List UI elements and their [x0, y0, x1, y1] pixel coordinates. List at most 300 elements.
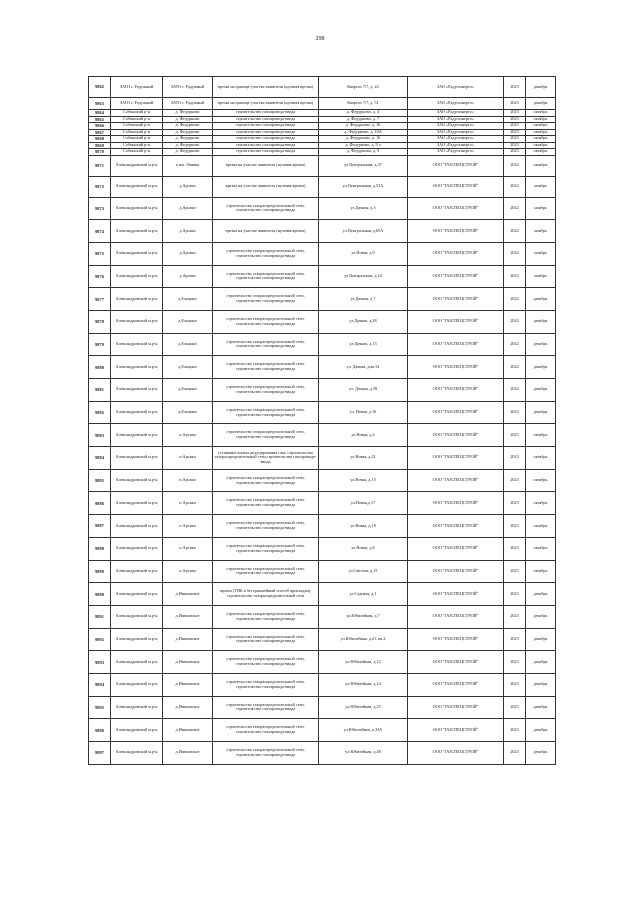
locality-cell: ЗАТО г. Радужный [163, 77, 213, 98]
locality-cell: п.Арсаки [163, 537, 213, 560]
locality-cell: д.Арсаки [163, 242, 213, 265]
table-row [89, 651, 556, 674]
row-number-cell: 9870 [89, 149, 111, 156]
address-cell: д. Федурново, д. 7 [319, 116, 408, 123]
district-cell: Александровский м.р-н [111, 288, 163, 311]
work-type-cell: строительство газораспределительной сети, строительство газопровода-ввода [213, 560, 319, 583]
month-cell: декабрь [526, 401, 556, 424]
contractor-cell: ООО "ГАЗСПЕЦСТРОЙ" [408, 265, 504, 288]
table-row [89, 265, 556, 288]
address-cell: ул.Юбилейная, д.12 [319, 651, 408, 674]
month-cell: октябрь [526, 149, 556, 156]
year-cell: 2023 [504, 492, 526, 515]
table-row [89, 333, 556, 356]
row-number-cell: 9877 [89, 288, 111, 311]
work-type-cell: строительство газораспределительной сети, строительство газопровода-ввода [213, 265, 319, 288]
row-number-cell: 9889 [89, 560, 111, 583]
district-cell: Александровский м.р-н [111, 628, 163, 651]
month-cell: ноябрь [526, 197, 556, 220]
district-cell: Александровский м.р-н [111, 155, 163, 176]
year-cell: 2023 [504, 651, 526, 674]
work-type-cell: установка пункта редуцирования газа, строительство газораспределительной сети,строительство газопровода-ввода [213, 447, 319, 470]
district-cell: ЗАТО г. Радужный [111, 98, 163, 110]
work-type-cell: строительство газораспределительной сети, строительство газопровода-ввода [213, 356, 319, 379]
month-cell: декабрь [526, 628, 556, 651]
row-number-cell: 9872 [89, 176, 111, 197]
address-cell: ул.Дачная, д.3 [319, 197, 408, 220]
table-row [89, 288, 556, 311]
month-cell: октябрь [526, 560, 556, 583]
table-row [89, 447, 556, 470]
locality-cell: п.Арсаки [163, 515, 213, 538]
locality-cell: д.Ивановское [163, 719, 213, 742]
work-type-cell: строительство газораспределительной сети, строительство газопровода-ввода [213, 537, 319, 560]
contractor-cell: ООО "ГАЗСПЕЦСТРОЙ" [408, 673, 504, 696]
work-type-cell: строительство газораспределительной сети, строительство газопровода-ввода [213, 651, 319, 674]
row-number-cell: 9874 [89, 220, 111, 243]
year-cell: 2023 [504, 116, 526, 123]
district-cell: Собинский р-н [111, 123, 163, 130]
locality-cell: д. Федурново [163, 136, 213, 143]
district-cell: Александровский м.р-н [111, 742, 163, 765]
table-row [89, 605, 556, 628]
work-type-cell: строительство газопровода-ввода [213, 116, 319, 123]
year-cell: 2022 [504, 379, 526, 402]
table-row [89, 696, 556, 719]
row-number-cell: 9867 [89, 129, 111, 136]
district-cell: Александровский м.р-н [111, 333, 163, 356]
work-type-cell: строительство газораспределительной сети, строительство газопровода-ввода [213, 288, 319, 311]
month-cell: декабрь [526, 310, 556, 333]
month-cell: ноябрь [526, 176, 556, 197]
work-type-cell: строительство газораспределительной сети, строительство газопровода-ввода [213, 310, 319, 333]
month-cell: декабрь [526, 583, 556, 606]
row-number-cell: 9865 [89, 116, 111, 123]
table-row [89, 197, 556, 220]
row-number-cell: 9895 [89, 696, 111, 719]
locality-cell: д.Ивановское [163, 605, 213, 628]
row-number-cell: 9863 [89, 98, 111, 110]
address-cell: ул.Дачная, д.13 [319, 333, 408, 356]
row-number-cell: 9897 [89, 742, 111, 765]
district-cell: Александровский м.р-н [111, 197, 163, 220]
table-row [89, 673, 556, 696]
work-type-cell: строительство газопровода-ввода [213, 110, 319, 117]
district-cell: Александровский м.р-н [111, 356, 163, 379]
address-cell: д. Федурново, д. 16 [319, 123, 408, 130]
year-cell: 2023 [504, 673, 526, 696]
address-cell: д. Федурново, д. 10 [319, 136, 408, 143]
district-cell: Александровский м.р-н [111, 719, 163, 742]
contractor-cell: ООО "ГАЗСПЕЦСТРОЙ" [408, 560, 504, 583]
year-cell: 2023 [504, 129, 526, 136]
contractor-cell: ЗАО «Радугаэнерго» [408, 98, 504, 110]
contractor-cell: ЗАО «Радугаэнерго» [408, 142, 504, 149]
row-number-cell: 9883 [89, 424, 111, 447]
table-row [89, 628, 556, 651]
work-type-cell: строительство газопровода-ввода [213, 123, 319, 130]
locality-cell: д.Ивановское [163, 673, 213, 696]
month-cell: октябрь [526, 142, 556, 149]
year-cell: 2023 [504, 110, 526, 117]
district-cell: Александровский м.р-н [111, 515, 163, 538]
row-number-cell: 9886 [89, 492, 111, 515]
address-cell: ул.Новая,д.17 [319, 492, 408, 515]
contractor-cell: ЗАО «Радугаэнерго» [408, 149, 504, 156]
address-cell: ул.Юбилейная, д.25 [319, 696, 408, 719]
month-cell: октябрь [526, 492, 556, 515]
table-row [89, 379, 556, 402]
locality-cell: д. Федурново [163, 149, 213, 156]
row-number-cell: 9869 [89, 142, 111, 149]
row-number-cell: 9893 [89, 651, 111, 674]
district-cell: Александровский м.р-н [111, 537, 163, 560]
work-type-cell: строительство газораспределительной сети, строительство газопровода-ввода [213, 424, 319, 447]
contractor-cell: ООО "ГАЗСПЕЦСТРОЙ" [408, 356, 504, 379]
month-cell: октябрь [526, 515, 556, 538]
contractor-cell: ЗАО «Радугаэнерго» [408, 123, 504, 130]
locality-cell: п.Арсаки [163, 492, 213, 515]
year-cell: 2022 [504, 401, 526, 424]
address-cell: д. Федурново, д. 9 а [319, 142, 408, 149]
locality-cell: д.Арсаки [163, 265, 213, 288]
work-type-cell: строительство газораспределительной сети, строительство газопровода-ввода [213, 492, 319, 515]
row-number-cell: 9864 [89, 110, 111, 117]
work-type-cell: строительство газораспределительной сети, строительство газопровода-ввода [213, 469, 319, 492]
district-cell: Александровский м.р-н [111, 401, 163, 424]
work-type-cell: врезка на границе участка заявителя (нулевая врезка) [213, 98, 319, 110]
contractor-cell: ЗАО «Радугаэнерго» [408, 77, 504, 98]
year-cell: 2022 [504, 220, 526, 243]
table-row [89, 77, 556, 98]
month-cell: декабрь [526, 719, 556, 742]
address-cell: ул.Новая, д.21 [319, 447, 408, 470]
locality-cell: д.Ивановское [163, 742, 213, 765]
row-number-cell: 9885 [89, 469, 111, 492]
year-cell: 2023 [504, 447, 526, 470]
work-type-cell: врезка на участке заявителя (нулевая врезка) [213, 220, 319, 243]
district-cell: Александровский м.р-н [111, 673, 163, 696]
locality-cell: п.Арсаки [163, 469, 213, 492]
work-type-cell: строительство газораспределительной сети, строительство газопровода-ввода [213, 379, 319, 402]
locality-cell: д.Ивановское [163, 696, 213, 719]
month-cell: октябрь [526, 116, 556, 123]
contractor-cell: ООО "ГАЗСПЕЦСТРОЙ" [408, 220, 504, 243]
contractor-cell: ООО "ГАЗСПЕЦСТРОЙ" [408, 628, 504, 651]
contractor-cell: ООО "ГАЗСПЕЦСТРОЙ" [408, 583, 504, 606]
row-number-cell: 9881 [89, 379, 111, 402]
address-cell: Квартал 7/7, д. 51 [319, 98, 408, 110]
locality-cell: д. Федурново [163, 142, 213, 149]
address-cell: ул.Новая, д.15 [319, 469, 408, 492]
address-cell: ул.Юбилейная, д.7 [319, 605, 408, 628]
month-cell: декабрь [526, 356, 556, 379]
locality-cell: д. Федурново [163, 110, 213, 117]
table-row [89, 537, 556, 560]
year-cell: 2022 [504, 356, 526, 379]
year-cell: 2023 [504, 537, 526, 560]
row-number-cell: 9896 [89, 719, 111, 742]
locality-cell: д.Арсаки [163, 197, 213, 220]
page-number: 298 [315, 36, 325, 42]
address-cell: ул.Юбилейная, д.21, кв.2 [319, 628, 408, 651]
year-cell: 2022 [504, 288, 526, 311]
month-cell: декабрь [526, 333, 556, 356]
district-cell: Собинский р-н [111, 136, 163, 143]
month-cell: октябрь [526, 155, 556, 176]
month-cell: декабрь [526, 673, 556, 696]
locality-cell: д.Ивановское [163, 628, 213, 651]
month-cell: октябрь [526, 129, 556, 136]
table-row [89, 356, 556, 379]
address-cell: ул.Центральная, д.14 [319, 265, 408, 288]
year-cell: 2023 [504, 696, 526, 719]
contractor-cell: ООО "ГАЗСПЕЦСТРОЙ" [408, 155, 504, 176]
district-cell: Александровский м.р-н [111, 560, 163, 583]
address-cell: ул. Дачная, дом 54 [319, 356, 408, 379]
address-cell: ул.Новая, д.9 [319, 242, 408, 265]
work-type-cell: строительство газораспределительной сети, строительство газопровода-ввода [213, 515, 319, 538]
year-cell: 2023 [504, 469, 526, 492]
table-row [89, 310, 556, 333]
year-cell: 2023 [504, 98, 526, 110]
work-type-cell: строительство газораспределительной сети, строительство газопровода-ввода [213, 242, 319, 265]
row-number-cell: 9862 [89, 77, 111, 98]
month-cell: декабрь [526, 288, 556, 311]
contractor-cell: ООО "ГАЗСПЕЦСТРОЙ" [408, 401, 504, 424]
month-cell: декабрь [526, 98, 556, 110]
contractor-cell: ЗАО «Радугаэнерго» [408, 110, 504, 117]
locality-cell: п.Арсаки [163, 560, 213, 583]
contractor-cell: ЗАО «Радугаэнерго» [408, 136, 504, 143]
address-cell: ул.Садовая, д.1 [319, 583, 408, 606]
contractor-cell: ООО "ГАЗСПЕЦСТРОЙ" [408, 176, 504, 197]
address-cell: ул.Центральная, д.37 [319, 155, 408, 176]
district-cell: Александровский м.р-н [111, 447, 163, 470]
year-cell: 2022 [504, 333, 526, 356]
year-cell: 2022 [504, 265, 526, 288]
table-row [89, 155, 556, 176]
work-type-cell: врезка на участке заявителя (нулевая врезка) [213, 176, 319, 197]
year-cell: 2023 [504, 605, 526, 628]
address-cell: ул. Дачная, д.58 [319, 379, 408, 402]
year-cell: 2023 [504, 142, 526, 149]
work-type-cell: строительство газораспределительной сети, строительство газопровода-ввода [213, 197, 319, 220]
district-cell: ЗАТО г. Радужный [111, 77, 163, 98]
address-cell: ул.Юбилейная, д.48 [319, 742, 408, 765]
year-cell: 2023 [504, 424, 526, 447]
year-cell: 2023 [504, 77, 526, 98]
work-type-cell: строительство газопровода-ввода [213, 129, 319, 136]
row-number-cell: 9868 [89, 136, 111, 143]
work-type-cell: строительство газораспределительной сети, строительство газопровода-ввода [213, 673, 319, 696]
row-number-cell: 9888 [89, 537, 111, 560]
locality-cell: д.Арсаки [163, 220, 213, 243]
district-cell: Александровский м.р-н [111, 265, 163, 288]
month-cell: декабрь [526, 605, 556, 628]
district-cell: Александровский м.р-н [111, 379, 163, 402]
address-cell: д. Федурново, д. 10А [319, 129, 408, 136]
month-cell: октябрь [526, 537, 556, 560]
address-cell: ул.Светлая, д.15 [319, 560, 408, 583]
locality-cell: п.Арсаки [163, 447, 213, 470]
address-cell: ул.Центральная, д.65А [319, 220, 408, 243]
row-number-cell: 9879 [89, 333, 111, 356]
work-type-cell: строительство газопровода-ввода [213, 149, 319, 156]
year-cell: 2022 [504, 176, 526, 197]
locality-cell: д. Федурново [163, 129, 213, 136]
work-type-cell: строительство газораспределительной сети, строительство газопровода-ввода [213, 696, 319, 719]
row-number-cell: 9882 [89, 401, 111, 424]
contractor-cell: ООО "ГАЗСПЕЦСТРОЙ" [408, 424, 504, 447]
district-cell: Александровский м.р-н [111, 424, 163, 447]
contractor-cell: ООО "ГАЗСПЕЦСТРОЙ" [408, 469, 504, 492]
year-cell: 2023 [504, 515, 526, 538]
contractor-cell: ЗАО «Радугаэнерго» [408, 116, 504, 123]
table-row [89, 560, 556, 583]
locality-cell: д.Ельцино [163, 356, 213, 379]
table-row [89, 492, 556, 515]
month-cell: октябрь [526, 447, 556, 470]
work-type-cell: строительство газопровода-ввода [213, 142, 319, 149]
locality-cell: д. Федурново [163, 116, 213, 123]
address-cell: д. Федурново, д. 9 [319, 149, 408, 156]
contractor-cell: ООО "ГАЗСПЕЦСТРОЙ" [408, 492, 504, 515]
district-cell: Александровский м.р-н [111, 242, 163, 265]
year-cell: 2023 [504, 123, 526, 130]
contractor-cell: ООО "ГАЗСПЕЦСТРОЙ" [408, 651, 504, 674]
year-cell: 2023 [504, 628, 526, 651]
registry-body [89, 77, 556, 765]
gasification-registry-table [88, 76, 556, 765]
contractor-cell: ООО "ГАЗСПЕЦСТРОЙ" [408, 197, 504, 220]
locality-cell: д.Ивановское [163, 651, 213, 674]
table-row [89, 742, 556, 765]
address-cell: ул.Новая, д.18 [319, 515, 408, 538]
year-cell: 2023 [504, 583, 526, 606]
year-cell: 2022 [504, 242, 526, 265]
table-row [89, 469, 556, 492]
locality-cell: д.Ивановское [163, 583, 213, 606]
table-row [89, 401, 556, 424]
month-cell: октябрь [526, 136, 556, 143]
locality-cell: п им. Ленина [163, 155, 213, 176]
work-type-cell: врезка на границе участка заявителя (нулевая врезка) [213, 77, 319, 98]
locality-cell: д.Ельцино [163, 310, 213, 333]
contractor-cell: ООО "ГАЗСПЕЦСТРОЙ" [408, 515, 504, 538]
row-number-cell: 9894 [89, 673, 111, 696]
row-number-cell: 9892 [89, 628, 111, 651]
address-cell: ул.Юбилейная, д.14 [319, 673, 408, 696]
contractor-cell: ООО "ГАЗСПЕЦСТРОЙ" [408, 333, 504, 356]
locality-cell: ЗАТО г. Радужный [163, 98, 213, 110]
month-cell: октябрь [526, 469, 556, 492]
row-number-cell: 9891 [89, 605, 111, 628]
month-cell: ноябрь [526, 220, 556, 243]
month-cell: октябрь [526, 110, 556, 117]
table-row [89, 583, 556, 606]
table-row [89, 515, 556, 538]
work-type-cell: врезка на участке заявителя (нулевая врезка) [213, 155, 319, 176]
contractor-cell: ООО "ГАЗСПЕЦСТРОЙ" [408, 696, 504, 719]
table-row [89, 220, 556, 243]
work-type-cell: строительство газораспределительной сети, строительство газопровода-ввода [213, 605, 319, 628]
month-cell: декабрь [526, 696, 556, 719]
district-cell: Александровский м.р-н [111, 583, 163, 606]
row-number-cell: 9887 [89, 515, 111, 538]
locality-cell: д.Ельцино [163, 401, 213, 424]
contractor-cell: ООО "ГАЗСПЕЦСТРОЙ" [408, 310, 504, 333]
contractor-cell: ООО "ГАЗСПЕЦСТРОЙ" [408, 288, 504, 311]
district-cell: Александровский м.р-н [111, 605, 163, 628]
row-number-cell: 9876 [89, 265, 111, 288]
year-cell: 2023 [504, 560, 526, 583]
row-number-cell: 9875 [89, 242, 111, 265]
work-type-cell: строительство газораспределительной сети, строительство газопровода-ввода [213, 719, 319, 742]
row-number-cell: 9873 [89, 197, 111, 220]
district-cell: Александровский м.р-н [111, 492, 163, 515]
month-cell: декабрь [526, 742, 556, 765]
year-cell: 2023 [504, 149, 526, 156]
month-cell: декабрь [526, 651, 556, 674]
district-cell: Александровский м.р-н [111, 176, 163, 197]
locality-cell: д.Ельцино [163, 288, 213, 311]
district-cell: Собинский р-н [111, 142, 163, 149]
contractor-cell: ООО "ГАЗСПЕЦСТРОЙ" [408, 379, 504, 402]
district-cell: Александровский м.р-н [111, 469, 163, 492]
address-cell: ул.Дачная, д.7 [319, 288, 408, 311]
row-number-cell: 9880 [89, 356, 111, 379]
address-cell: д. Федурново, д. 4 [319, 110, 408, 117]
table-row [89, 424, 556, 447]
month-cell: ноябрь [526, 242, 556, 265]
work-type-cell: строительство газораспределительной сети, строительство газопровода-ввода [213, 742, 319, 765]
locality-cell: п.Арсаки [163, 424, 213, 447]
year-cell: 2022 [504, 197, 526, 220]
district-cell: Александровский м.р-н [111, 220, 163, 243]
work-type-cell: строительство газораспределительной сети, строительство газопровода-ввода [213, 628, 319, 651]
month-cell: октябрь [526, 424, 556, 447]
month-cell: декабрь [526, 379, 556, 402]
work-type-cell: прокол (ГНБ и бестраншейный способ прокладки), строительство газораспределительной сети [213, 583, 319, 606]
month-cell: октябрь [526, 123, 556, 130]
contractor-cell: ООО "ГАЗСПЕЦСТРОЙ" [408, 242, 504, 265]
row-number-cell: 9890 [89, 583, 111, 606]
month-cell: декабрь [526, 77, 556, 98]
table-row [89, 719, 556, 742]
contractor-cell: ООО "ГАЗСПЕЦСТРОЙ" [408, 447, 504, 470]
contractor-cell: ООО "ГАЗСПЕЦСТРОЙ" [408, 605, 504, 628]
year-cell: 2023 [504, 742, 526, 765]
address-cell: ул.Дачная, д.28 [319, 310, 408, 333]
table-row [89, 242, 556, 265]
district-cell: Александровский м.р-н [111, 651, 163, 674]
work-type-cell: строительство газораспределительной сети, строительство газопровода-ввода [213, 333, 319, 356]
address-cell: ул. Новая, д.16 [319, 401, 408, 424]
year-cell: 2023 [504, 136, 526, 143]
row-number-cell: 9884 [89, 447, 111, 470]
district-cell: Собинский р-н [111, 129, 163, 136]
contractor-cell: ООО "ГАЗСПЕЦСТРОЙ" [408, 719, 504, 742]
contractor-cell: ООО "ГАЗСПЕЦСТРОЙ" [408, 742, 504, 765]
contractor-cell: ООО "ГАЗСПЕЦСТРОЙ" [408, 537, 504, 560]
address-cell: ул.Новая, д.4 [319, 424, 408, 447]
contractor-cell: ЗАО «Радугаэнерго» [408, 129, 504, 136]
year-cell: 2023 [504, 719, 526, 742]
locality-cell: д. Федурново [163, 123, 213, 130]
year-cell: 2022 [504, 310, 526, 333]
address-cell: Квартал 7/7, д. 22 [319, 77, 408, 98]
